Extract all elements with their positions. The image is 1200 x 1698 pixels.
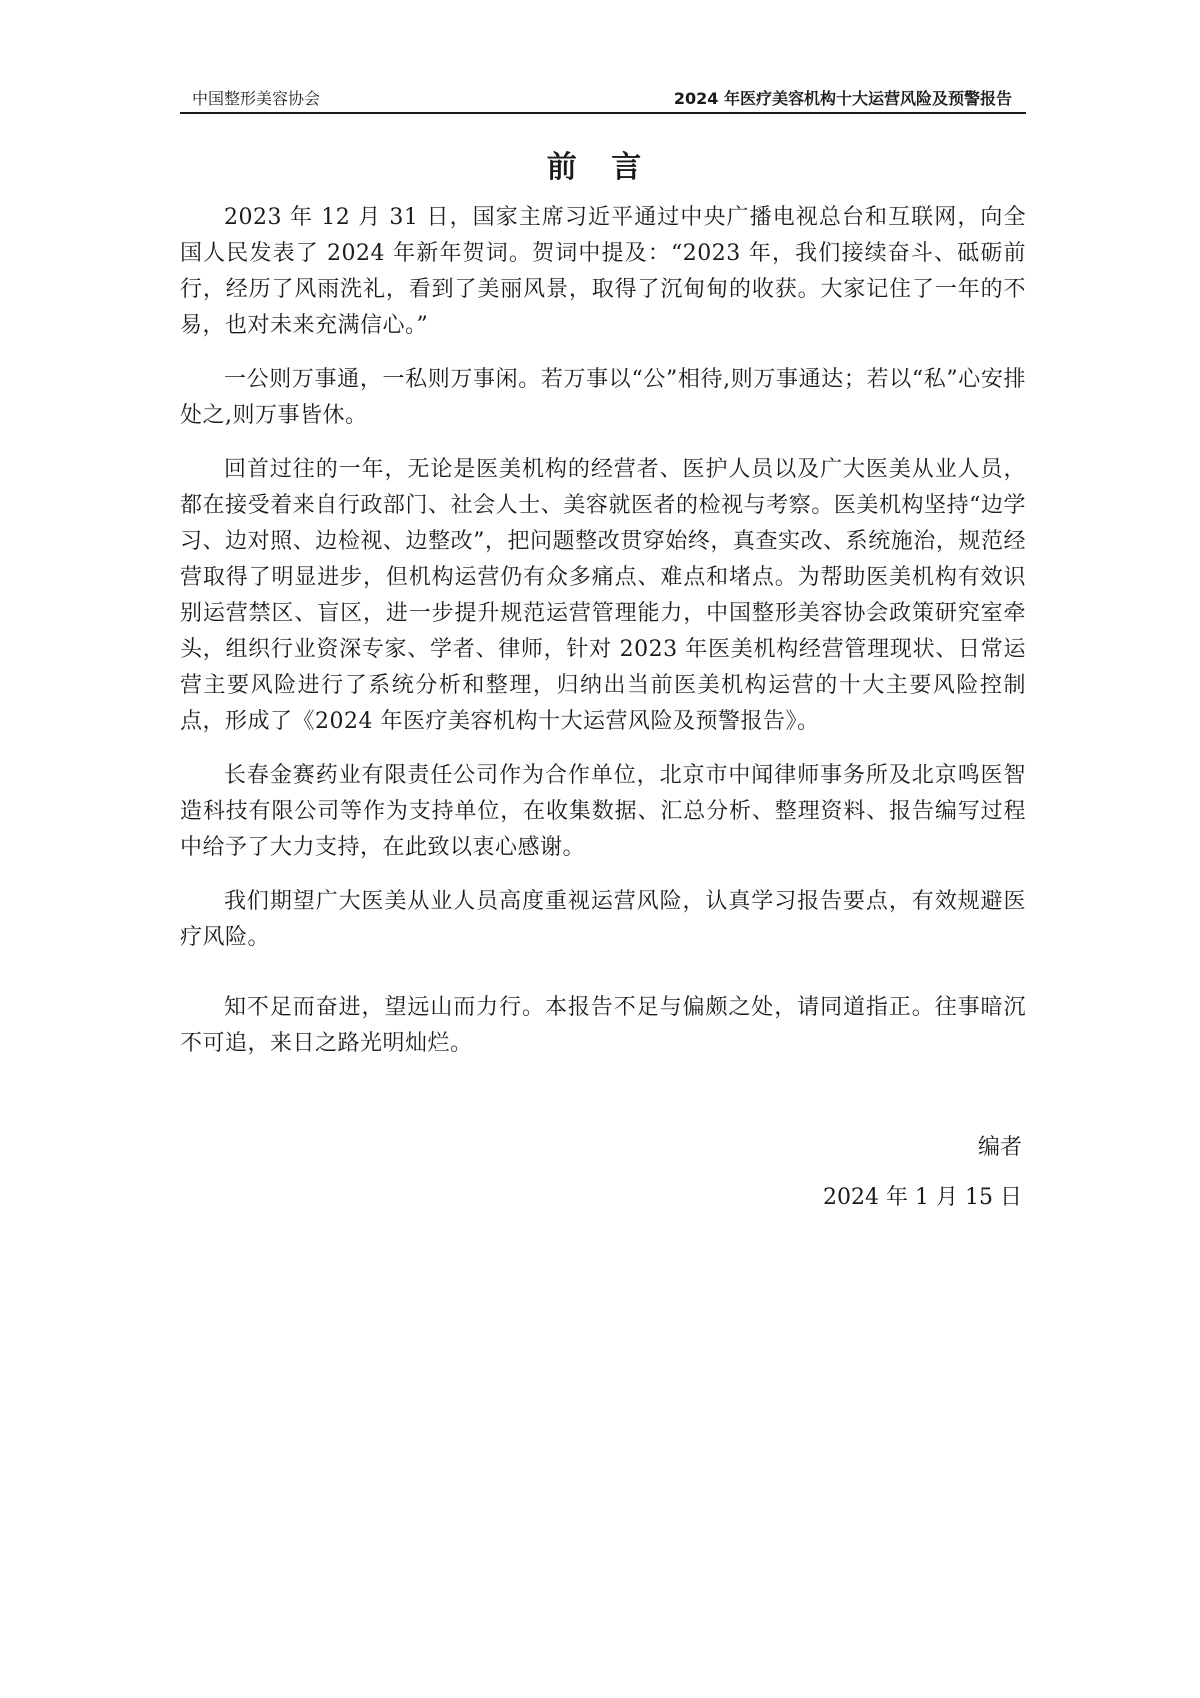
paragraph-6: 知不足而奋进，望远山而力行。本报告不足与偏颇之处，请同道指正。往事暗沉不可追，来日之路光明灿烂。 <box>180 995 1026 1056</box>
page-title: 前 言 <box>546 150 654 185</box>
paragraph-3: 回首过往的一年，无论是医美机构的经营者、医护人员以及广大医美从业人员，都在接受着来自行政部门、社会人士、美容就医者的检视与考察。医美机构坚持“边学习、边对照、边检视、边整改”，把问题整改贯穿始终，真查实改、系统施治，规范经营取得了明显进步，但机构运营仍有众多痛点、难点和堵点。为帮助医美机构有效识别运营禁区、盲区，进一步提升规范运营管理能力，中国整形美容协会政策研究室牵头，组织行业资深专家、学者、律师，针对 2023 年医美机构经营管理现状、日常运营主要风险进行了系统分析和整理，归纳出当前医美机构运营的十大主要风险控制点，形成了《2024 年医疗美容机构十大运营风险及预警报告》。 <box>180 457 1026 734</box>
paragraph-4: 长春金赛药业有限责任公司作为合作单位，北京市中闻律师事务所及北京鸣医智造科技有限公司等作为支持单位，在收集数据、汇总分析、整理资料、报告编写过程中给予了大力支持，在此致以衷心感谢。 <box>180 763 1026 860</box>
running-header <box>180 82 1026 114</box>
paragraph-1: 2023 年 12 月 31 日，国家主席习近平通过中央广播电视总台和互联网，向全国人民发表了 2024 年新年贺词。贺词中提及：“2023 年，我们接续奋斗、砥砺前行，经历了风雨洗礼，看到了美丽风景，取得了沉甸甸的收获。大家记住了一年的不易，也对未来充满信心。” <box>180 205 1026 338</box>
header-report-title: 2024 年医疗美容机构十大运营风险及预警报告 <box>673 89 1012 108</box>
signature-date: 2024 年 1 月 15 日 <box>823 1185 1022 1210</box>
header-organization: 中国整形美容协会 <box>192 89 321 108</box>
signature-editor: 编者 <box>977 1135 1022 1160</box>
paragraph-5: 我们期望广大医美从业人员高度重视运营风险，认真学习报告要点，有效规避医疗风险。 <box>180 889 1026 950</box>
preface-body <box>180 200 1026 1080</box>
paragraph-2: 一公则万事通，一私则万事闲。若万事以“公”相待,则万事通达；若以“私”心安排处之,则万事皆休。 <box>180 367 1026 428</box>
